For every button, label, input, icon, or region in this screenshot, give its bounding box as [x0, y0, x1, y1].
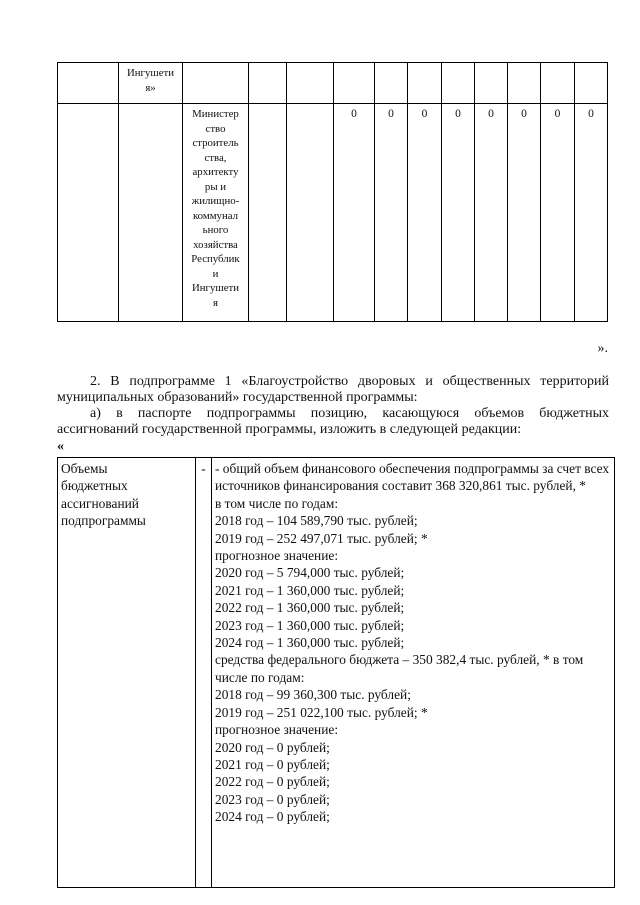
ministry-line: архитекту — [192, 166, 239, 178]
ministry-line: хозяйства — [193, 238, 238, 251]
passport-value-line: 2023 год – 0 рублей; — [215, 791, 330, 807]
closing-quote: ». — [597, 341, 608, 356]
opening-quote: « — [57, 439, 64, 454]
funding-table-continued — [57, 62, 608, 322]
paragraph-passport: а) в паспорте подпрограммы позицию, касающуюся объемов бюджетных ассигнований государственной программы, изложить в следующей редакции: — [57, 406, 609, 437]
passport-value-line: 2019 год – 251 022,100 тыс. рублей; * — [215, 704, 428, 720]
table-cell — [475, 63, 508, 104]
table-cell — [183, 63, 249, 104]
passport-value-line: 2021 год – 0 рублей; — [215, 756, 330, 772]
table-cell — [375, 63, 408, 104]
table-cell — [575, 63, 608, 104]
table-cell — [249, 104, 287, 322]
value-cell: 0 — [334, 104, 375, 322]
value-cell: 0 — [475, 104, 508, 322]
passport-value-line: средства федерального бюджета – 350 382,4 тыс. рублей, * в том числе по годам: — [215, 652, 584, 685]
passport-label-line: Объемы — [61, 461, 108, 476]
table-cell — [58, 104, 119, 322]
table-cell — [442, 63, 475, 104]
value-cell: 0 — [575, 104, 608, 322]
passport-value-line: 2018 год – 104 589,790 тыс. рублей; — [215, 513, 418, 529]
passport-value-line: 2024 год – 0 рублей; — [215, 809, 330, 825]
passport-value-line: 2020 год – 0 рублей; — [215, 739, 330, 755]
passport-value-line: 2022 год – 0 рублей; — [215, 774, 330, 790]
value-cell: 0 — [541, 104, 575, 322]
ministry-cell — [183, 104, 249, 322]
ministry-line: строитель — [192, 137, 239, 149]
passport-value-cell — [212, 458, 615, 888]
table-row-ministry — [58, 104, 608, 322]
ministry-line: Министер — [192, 108, 239, 120]
ministry-line: жилищно- — [191, 195, 240, 207]
passport-value-line: 2018 год – 99 360,300 тыс. рублей; — [215, 687, 411, 703]
passport-value-line: 2022 год – 1 360,000 тыс. рублей; — [215, 600, 405, 616]
passport-label-cell — [58, 458, 196, 888]
table-cell — [119, 104, 183, 322]
ministry-line: ры и — [204, 180, 227, 193]
ministry-line: коммунал — [192, 209, 238, 222]
ministry-line: ство — [205, 122, 226, 135]
table-cell — [249, 63, 287, 104]
passport-value-line: 2021 год – 1 360,000 тыс. рублей; — [215, 582, 405, 598]
table-cell — [508, 63, 541, 104]
passport-value-line: - общий объем финансового обеспечения подпрограммы за счет всех источников финансирования составит 368 320,861 тыс. рублей, * — [215, 461, 610, 494]
passport-value-line: прогнозное значение: — [215, 722, 339, 738]
table-cell — [408, 63, 442, 104]
value-cell: 0 — [375, 104, 408, 322]
table-cell — [334, 63, 375, 104]
passport-row — [58, 458, 615, 888]
table-cell — [58, 63, 119, 104]
table-cell — [287, 104, 334, 322]
passport-dash-cell: - — [196, 458, 212, 888]
table-cell — [541, 63, 575, 104]
table-cell — [287, 63, 334, 104]
passport-label-line: бюджетных — [61, 478, 128, 494]
passport-value-line: 2023 год – 1 360,000 тыс. рублей; — [215, 617, 405, 633]
passport-label-line: подпрограммы — [61, 513, 146, 529]
passport-value-line: 2019 год – 252 497,071 тыс. рублей; * — [215, 530, 428, 546]
value-cell: 0 — [508, 104, 541, 322]
paragraph-subprogram: 2. В подпрограмме 1 «Благоустройство дворовых и общественных территорий муниципальных образований» государственной программы: — [57, 374, 609, 405]
passport-value-line: прогнозное значение: — [215, 548, 339, 564]
passport-value-line: в том числе по годам: — [215, 495, 339, 511]
value-cell: 0 — [442, 104, 475, 322]
ministry-line: Ингушети — [191, 282, 239, 294]
region-cell — [119, 63, 183, 104]
ministry-line: и — [212, 267, 219, 280]
region-line: я» — [145, 81, 156, 94]
value-cell: 0 — [408, 104, 442, 322]
passport-value-line: 2020 год – 5 794,000 тыс. рублей; — [215, 565, 405, 581]
table-row-region — [58, 63, 608, 104]
ministry-line: Республик — [191, 253, 240, 265]
ministry-line: ства, — [204, 151, 227, 164]
passport-value-line: 2024 год – 1 360,000 тыс. рублей; — [215, 635, 405, 651]
ministry-line: я — [213, 296, 218, 309]
ministry-line: ьного — [202, 224, 229, 236]
region-line: Ингушети — [126, 67, 174, 79]
passport-label-line: ассигнований — [61, 495, 139, 511]
passport-table — [57, 457, 615, 888]
